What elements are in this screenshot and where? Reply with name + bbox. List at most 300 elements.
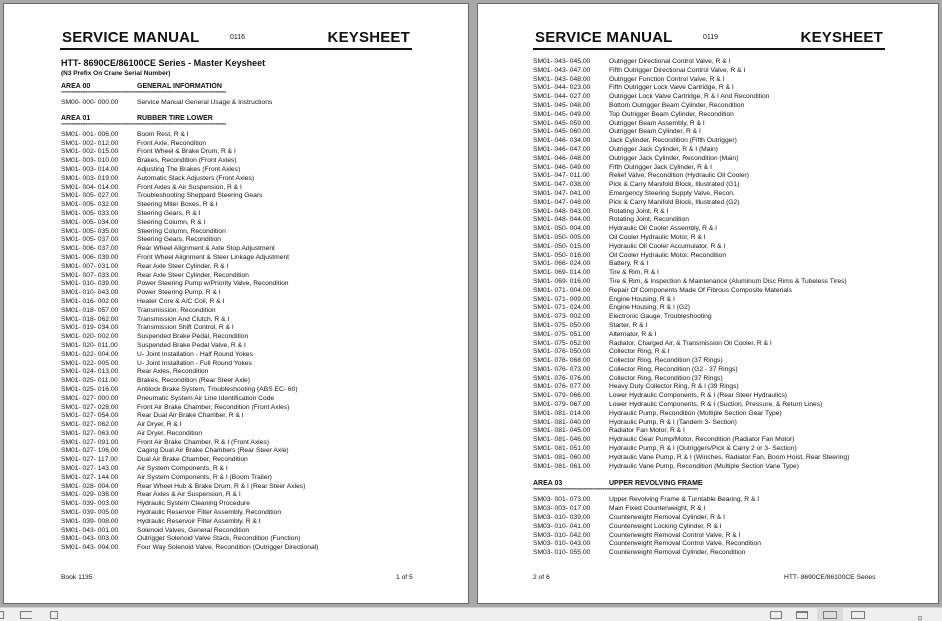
- section-code: SM01- 029- 036.00: [61, 491, 119, 499]
- keysheet-row: [533, 181, 885, 190]
- section-description: Counterweight Removal Control Valve, Recondition: [609, 540, 761, 548]
- section-description: Steering Miter Boxes, R & I: [137, 201, 218, 209]
- keysheet-row: [533, 164, 885, 173]
- single-page-view-icon[interactable]: [770, 611, 782, 619]
- area-label: AREA 01: [61, 114, 91, 122]
- section-description: Alternator, R & I: [609, 330, 657, 338]
- section-code: SM01- 043- 003.00: [61, 535, 119, 543]
- section-description: Fifth Outrigger Jack Cylinder, R & I: [609, 163, 712, 171]
- section-code: SM01- 081- 040.00: [533, 418, 591, 426]
- asterisk-divider: ***********************************************************************************************: [61, 122, 226, 129]
- keysheet-row: [61, 298, 412, 307]
- section-area-03: [533, 471, 885, 558]
- section-code: SM01- 020- 011.00: [61, 341, 118, 349]
- keysheet-row: [533, 76, 885, 85]
- keysheet-row: [533, 427, 885, 436]
- keysheet-row: [533, 278, 885, 287]
- footer-page-number: 2 of 6: [533, 574, 550, 581]
- fit-width-icon[interactable]: [20, 611, 32, 619]
- keysheet-row: [61, 228, 412, 237]
- keysheet-row: [533, 137, 885, 146]
- section-code: SM01- 027- 062.00: [61, 421, 119, 429]
- section-description: Collector Ring, Recondition (37 Rings): [609, 374, 723, 382]
- section-code: SM01- 027- 091.00: [61, 438, 119, 446]
- keysheet-row: [61, 263, 412, 272]
- keysheet-row: [61, 219, 412, 228]
- section-description: Caging Dual Air Brake Chambers (Rear Steer Axle): [137, 447, 289, 455]
- section-description: U- Joint Installation - Half Round Yokes: [137, 350, 253, 358]
- document-page-left: [3, 3, 469, 604]
- section-description: Rear Wheel Alignment & Axle Stop Adjustment: [137, 245, 275, 253]
- keysheet-row: [533, 225, 885, 234]
- doc-subtitle: (N3 Prefix On Crane Serial Number): [61, 70, 171, 77]
- keysheet-row: [61, 289, 412, 298]
- section-description: Hydraulic Vane Pump, Recondition (Multiple Section Vane Type): [609, 462, 799, 470]
- section-description: Fifth Outrigger Directional Control Valve, R & I: [609, 66, 746, 74]
- section-code: SM01- 001- 006.00: [61, 130, 119, 138]
- keysheet-row: [61, 140, 412, 149]
- section-description: Hydraulic Oil Cooler Accumulator, R & I: [609, 242, 726, 250]
- document-page-right: [477, 3, 939, 604]
- section-code: SM03- 003- 017.00: [533, 505, 591, 513]
- section-description: Troubleshooting Sheppard Steering Gears: [137, 192, 263, 200]
- section-description: Steering Gears, Recondition: [137, 236, 222, 244]
- keysheet-row: [533, 523, 885, 532]
- area-heading: [61, 82, 412, 91]
- section-code: SM01- 050- 015.00: [533, 242, 591, 250]
- section-code: SM01- 003- 010.00: [61, 157, 119, 165]
- section-code: SM01- 039- 008.00: [61, 517, 119, 525]
- keysheet-row: [533, 348, 885, 357]
- keysheet-row: [61, 254, 412, 263]
- keysheet-row: [533, 102, 885, 111]
- keysheet-row: [61, 509, 412, 518]
- section-code: SM03- 001- 073.00: [533, 496, 591, 504]
- footer-page-number: 1 of 5: [396, 574, 413, 581]
- section-description: Hydraulic Oil Cooler Assembly, R & I: [609, 225, 718, 233]
- keysheet-row: [61, 210, 412, 219]
- keysheet-row: [61, 236, 412, 245]
- keysheet-row: [61, 131, 412, 140]
- keysheet-row: [533, 287, 885, 296]
- keysheet-row: [61, 412, 412, 421]
- section-description: Air Dryer, Recondition: [137, 429, 203, 437]
- keysheet-row: [533, 199, 885, 208]
- section-code: SM01- 010- 043.00: [61, 289, 119, 297]
- section-description: Collector Ring, Recondition (37 Rings): [609, 357, 723, 365]
- keysheet-row: [533, 296, 885, 305]
- section-description: Boom Rest, R & I: [137, 130, 189, 138]
- section-code: SM01- 073- 002.00: [533, 313, 591, 321]
- keysheet-row: [533, 410, 885, 419]
- keysheet-row: [533, 304, 885, 313]
- keysheet-row: [61, 201, 412, 210]
- keysheet-row: [61, 99, 412, 108]
- section-code: SM01- 025- 016.00: [61, 385, 119, 393]
- section-code: SM01- 076- 077.00: [533, 383, 591, 391]
- header-page-code: 0119: [703, 34, 719, 41]
- section-code: SM01- 045- 048.00: [533, 101, 591, 109]
- area-heading: [533, 479, 885, 488]
- keysheet-row: [61, 483, 412, 492]
- section-code: SM01- 045- 060.00: [533, 128, 591, 136]
- keysheet-row: [533, 505, 885, 514]
- section-code: SM01- 043- 047.00: [533, 66, 591, 74]
- section-code: SM01- 050- 016.00: [533, 251, 591, 259]
- section-description: Front Wheel & Brake Drum, R & I: [137, 148, 236, 156]
- section-description: Suspended Brake Pedal Valve, R & I: [137, 341, 246, 349]
- section-code: SM01- 071- 004.00: [533, 286, 591, 294]
- section-description: Outrigger Beam Assembly, R & I: [609, 119, 705, 127]
- section-description: Counterweight Removal Cylinder, R & I: [609, 514, 725, 522]
- section-description: Lower Hydraulic Components, R & I (Suction, Pressure, & Return Lines): [609, 401, 823, 409]
- section-description: Pneumatic System Air Line Identification Code: [137, 394, 275, 402]
- keysheet-row: [533, 392, 885, 401]
- keysheet-row: [61, 456, 412, 465]
- section-code: SM01- 044- 027.00: [533, 93, 591, 101]
- section-description: Air Dryer, R & I: [137, 421, 182, 429]
- section-code: SM01- 027- 117.00: [61, 456, 118, 464]
- section-description: Tire & Rim, & Inspection & Maintenance (Aluminum Disc Rims & Tubeless Tires): [609, 277, 847, 285]
- section-description: Power Steering Pump w/Priority Valve, Recondition: [137, 280, 289, 288]
- section-description: Transmission And Clutch, R & I: [137, 315, 230, 323]
- keysheet-row: [61, 527, 412, 536]
- section-code: SM01- 025- 011.00: [61, 377, 118, 385]
- keysheet-row: [533, 496, 885, 505]
- area-label: AREA 03: [533, 480, 563, 488]
- section-code: SM01- 027- 054.00: [61, 412, 119, 420]
- keysheet-row: [61, 342, 412, 351]
- section-description: Front Air Brake Chamber, Recondition (Front Axles): [137, 403, 290, 411]
- section-description: Front Air Brake Chamber, R & I (Front Axles): [137, 438, 269, 446]
- doc-title: HTT- 8690CE/86100CE Series - Master Keysheet: [61, 58, 266, 68]
- section-description: Starter, R & I: [609, 321, 648, 329]
- keysheet-row: [533, 234, 885, 243]
- section-code: SM01- 044- 023.00: [533, 84, 591, 92]
- section-code: SM01- 047- 041.00: [533, 189, 591, 197]
- section-description: Battery, R & I: [609, 260, 649, 268]
- keysheet-row: [61, 368, 412, 377]
- section-code: SM01- 043- 048.00: [533, 75, 591, 83]
- keysheet-row: [61, 377, 412, 386]
- section-code: SM01- 027- 144.00: [61, 473, 119, 481]
- section-code: SM03- 010- 043.00: [533, 540, 591, 548]
- section-code: SM01- 027- 000.00: [61, 394, 119, 402]
- section-code: SM01- 016- 002.00: [61, 297, 119, 305]
- section-code: SM01- 022- 005.00: [61, 359, 119, 367]
- header-page-code: 0116: [230, 34, 246, 41]
- keysheet-row: [533, 67, 885, 76]
- collapse-icon[interactable]: [0, 611, 4, 619]
- keysheet-row: [533, 366, 885, 375]
- section-code: SM03- 010- 041.00: [533, 522, 591, 530]
- keysheet-row: [533, 190, 885, 199]
- section-code: SM01- 043- 001.00: [61, 526, 119, 534]
- section-code: SM01- 007- 033.00: [61, 271, 119, 279]
- keysheet-row: [61, 474, 412, 483]
- header-right-title: KEYSHEET: [327, 29, 410, 46]
- section-description: Heater Core & A/C Coil, R & I: [137, 297, 225, 305]
- section-description: Pick & Carry Manifold Block, Illustrated (G1): [609, 181, 740, 189]
- section-code: SM01- 075- 050.00: [533, 321, 591, 329]
- section-code: SM01- 047- 048.00: [533, 198, 591, 206]
- area-name: UPPER REVOLVING FRAME: [609, 480, 703, 488]
- section-description: Outrigger Jack Cylinder, R & I (Main): [609, 145, 718, 153]
- section-description: Collector Ring, R & I: [609, 348, 670, 356]
- section-code: SM01- 081- 060.00: [533, 453, 591, 461]
- keysheet-row: [533, 313, 885, 322]
- section-description: Air System Components, R & I: [137, 465, 228, 473]
- section-code: SM01- 003- 019.00: [61, 174, 119, 182]
- section-description: Collector Ring, Recondition (G2 - 37 Rings): [609, 365, 738, 373]
- keysheet-row: [61, 175, 412, 184]
- section-description: Front Axles & Air Suspension, R & I: [137, 183, 242, 191]
- section-code: SM01- 018- 062.00: [61, 315, 119, 323]
- keysheet-row: [61, 500, 412, 509]
- two-page-continuous-icon[interactable]: [851, 611, 865, 619]
- section-code: SM01- 022- 004.00: [61, 350, 119, 358]
- area-heading: [61, 114, 412, 123]
- section-description: Automatic Slack Adjusters (Front Axles): [137, 174, 255, 182]
- resize-grip-icon[interactable]: [918, 616, 922, 620]
- keysheet-row: [61, 491, 412, 500]
- section-code: SM01- 003- 014.00: [61, 165, 119, 173]
- section-description: Top Outrigger Beam Cylinder, Recondition: [609, 110, 734, 118]
- section-code: SM01- 024- 013.00: [61, 368, 119, 376]
- keysheet-row: [61, 157, 412, 166]
- two-page-view-icon[interactable]: [823, 611, 837, 619]
- section-description: Rotating Joint, R & I: [609, 207, 669, 215]
- section-description: Hydraulic Pump, Recondition (Multiple Section Gear Type): [609, 409, 782, 417]
- section-code: SM01- 010- 039.00: [61, 280, 119, 288]
- section-description: Rear Axles & Air Suspension, R & I: [137, 491, 241, 499]
- keysheet-row: [533, 549, 885, 558]
- section-code: SM01- 081- 051.00: [533, 445, 591, 453]
- footer-left: Book 1135: [61, 574, 93, 581]
- section-description: Relief Valve, Recondition (Hydraulic Oil Cooler): [609, 172, 749, 180]
- keysheet-row: [533, 375, 885, 384]
- section-description: Solenoid Valves, General Recondition: [137, 526, 250, 534]
- keysheet-row: [533, 260, 885, 269]
- keysheet-row: [61, 307, 412, 316]
- section-description: Outrigger Solenoid Valve Stack, Recondition (Function): [137, 535, 301, 543]
- section-description: Brakes, Recondition (Front Axles): [137, 157, 237, 165]
- keysheet-row: [533, 58, 885, 67]
- continuous-view-icon[interactable]: [796, 611, 808, 619]
- keysheet-row: [61, 395, 412, 404]
- section-code: SM01- 005- 037.00: [61, 236, 119, 244]
- section-code: SM01- 066- 024.00: [533, 260, 591, 268]
- section-code: SM01- 071- 009.00: [533, 295, 591, 303]
- section-description: Antilock Brake System, Troubleshooting (ABS EC- 60): [137, 385, 298, 393]
- keysheet-row: [61, 192, 412, 201]
- section-code: SM01- 002- 012.00: [61, 139, 119, 147]
- keysheet-row: [61, 439, 412, 448]
- asterisk-divider: ***********************************************************************************************: [533, 488, 698, 495]
- section-description: Radiator, Charged Air, & Transmission Oil Cooler, R & I: [609, 339, 772, 347]
- section-description: Front Axle, Recondition: [137, 139, 207, 147]
- section-code: SM01- 047- 011.00: [533, 172, 590, 180]
- section-description: U- Joint Installation - Full Round Yokes: [137, 359, 252, 367]
- section-code: SM01- 043- 004.00: [61, 544, 119, 552]
- keysheet-row: [533, 146, 885, 155]
- section-code: SM01- 027- 143.00: [61, 465, 119, 473]
- section-code: SM01- 046- 048.00: [533, 154, 591, 162]
- keysheet-row: [533, 514, 885, 523]
- section-code: SM01- 079- 066.00: [533, 392, 591, 400]
- section-description: Tire & Rim, R & I: [609, 269, 659, 277]
- keysheet-row: [61, 421, 412, 430]
- section-description: Heavy Duty Collector Ring, R & I (39 Rings): [609, 383, 739, 391]
- section-code: SM01- 007- 031.00: [61, 262, 119, 270]
- keysheet-row: [533, 208, 885, 217]
- section-description: Jack Cylinder, Recondition (Fifth Outrigger): [609, 137, 737, 145]
- section-description: Steering Column, R & I: [137, 218, 206, 226]
- section-description: Suspended Brake Pedal, Recondition: [137, 333, 249, 341]
- section-code: SM01- 005- 034.00: [61, 218, 119, 226]
- keysheet-row: [533, 436, 885, 445]
- section-code: SM01- 050- 005.00: [533, 233, 591, 241]
- header-title: SERVICE MANUAL: [62, 29, 200, 46]
- keysheet-row: [61, 465, 412, 474]
- keysheet-row: [533, 216, 885, 225]
- keysheet-row: [533, 155, 885, 164]
- section-description: Hydraulic Reservoir Filter Assembly, Recondition: [137, 509, 282, 517]
- section-description: Fifth Outrigger Lock Valve Cartridge, R & I: [609, 84, 734, 92]
- keysheet-row: [61, 360, 412, 369]
- keysheet-row: [533, 111, 885, 120]
- section-code: SM01- 027- 063.00: [61, 429, 119, 437]
- keysheet-row: [61, 324, 412, 333]
- section-code: SM01- 081- 014.00: [533, 409, 591, 417]
- section-description: Bottom Outrigger Beam Cylinder, Recondition: [609, 101, 745, 109]
- keysheet-row: [61, 404, 412, 413]
- section-description: Adjusting The Brakes (Front Axles): [137, 165, 241, 173]
- section-code: SM01- 006- 039.00: [61, 253, 119, 261]
- section-code: SM01- 081- 046.00: [533, 436, 591, 444]
- section-code: SM01- 005- 027.00: [61, 192, 119, 200]
- single-page-icon[interactable]: [50, 611, 58, 619]
- sections: [61, 82, 412, 553]
- section-description: Upper Revolving Frame & Turntable Bearing, R & I: [609, 496, 760, 504]
- section-description: Outrigger Jack Cylinder, Recondition (Main): [609, 154, 739, 162]
- section-code: SM03- 010- 039.00: [533, 514, 591, 522]
- section-description: Radiator Fan Motor, R & I: [609, 427, 685, 435]
- section-description: Lower Hydraulic Components, R & I (Rear Steer Hydraulics): [609, 392, 788, 400]
- section-description: Rotating Joint, Recondition: [609, 216, 689, 224]
- section-description: Oil Cooler Hydraulic Motor, Recondition: [609, 251, 727, 259]
- section-description: Front Wheel Alignment & Steer Linkage Adjustment: [137, 253, 290, 261]
- section-description: Hydraulic Vane Pump, R & I (Winches, Radiator Fan, Boom Hoist, Rear Steering): [609, 453, 850, 461]
- section-description: Hydraulic Reservoir Filter Assembly, R & I: [137, 517, 261, 525]
- keysheet-row: [533, 269, 885, 278]
- section-description: Repair Of Components Made Of Fibrous Composite Materials: [609, 286, 792, 294]
- keysheet-row: [61, 333, 412, 342]
- section-description: Outrigger Function Control Valve, R & I: [609, 75, 725, 83]
- section-code: SM03- 010- 055.00: [533, 549, 591, 557]
- section-description: Counterweight Locking Cylinder, R & I: [609, 522, 722, 530]
- keysheet-row: [533, 172, 885, 181]
- keysheet-row: [533, 120, 885, 129]
- keysheet-row: [61, 184, 412, 193]
- section-description: Main Fixed Counterweight, R & I: [609, 505, 706, 513]
- area-name: GENERAL INFORMATION: [137, 83, 222, 90]
- keysheet-row: [61, 280, 412, 289]
- section-code: SM01- 004- 014.00: [61, 183, 119, 191]
- section-description: Electronic Gauge, Troubleshooting: [609, 313, 712, 321]
- section-code: SM01- 076- 073.00: [533, 365, 591, 373]
- page-header: [533, 28, 885, 50]
- section-code: SM01- 046- 049.00: [533, 163, 591, 171]
- section-description: Dual Air Brake Chamber, Recondition: [137, 456, 248, 464]
- section-code: SM01- 075- 051.00: [533, 330, 591, 338]
- section-code: SM01- 027- 028.00: [61, 403, 119, 411]
- keysheet-row: [533, 445, 885, 454]
- keysheet-row: [533, 84, 885, 93]
- section-code: SM00- 000- 000.00: [61, 99, 119, 106]
- keysheet-row: [533, 419, 885, 428]
- keysheet-row: [533, 128, 885, 137]
- section-code: SM01- 043- 045.00: [533, 58, 591, 65]
- keysheet-row: [61, 544, 412, 553]
- footer-series: HTT- 8690CE/86100CE Series: [784, 574, 876, 581]
- section-description: Air System Components, R & I (Boom Trailer): [137, 473, 272, 481]
- section-description: Rear Axles, Recondition: [137, 368, 209, 376]
- keysheet-row: [533, 454, 885, 463]
- keysheet-row: [61, 148, 412, 157]
- keysheet-row: [533, 93, 885, 102]
- section-description: Rear Axle Steer Cylinder, R & I: [137, 262, 229, 270]
- keysheet-row: [61, 518, 412, 527]
- keysheet-row: [533, 357, 885, 366]
- section-description: Rear Axle Steer Cylinder, Recondition: [137, 271, 249, 279]
- section-code: SM01- 075- 052.00: [533, 339, 591, 347]
- section-code: SM01- 069- 014.00: [533, 269, 591, 277]
- section-code: SM01- 006- 037.00: [61, 245, 119, 253]
- section-code: SM01- 005- 033.00: [61, 209, 119, 217]
- keysheet-row: [533, 340, 885, 349]
- section-code: SM01- 076- 068.00: [533, 357, 591, 365]
- section-description: Pick & Carry Manifold Block, Illustrated (G2): [609, 198, 740, 206]
- section-code: SM01- 046- 047.00: [533, 145, 591, 153]
- section-description: Hydraulic Pump, R & I (Tandem 3- Section): [609, 418, 737, 426]
- section-description: Hydraulic Gear Pump/Motor, Recondition (Radiator Fan Motor): [609, 436, 795, 444]
- section-code: SM01- 005- 032.00: [61, 201, 119, 209]
- section-description: Rear Wheel Hub & Brake Drum, R & I (Rear Steer Axles): [137, 482, 306, 490]
- keysheet-row: [61, 447, 412, 456]
- keysheet-row: [61, 166, 412, 175]
- section-description: Rear Dual Air Brake Chamber, R & I: [137, 412, 244, 420]
- keysheet-row: [533, 540, 885, 549]
- section-code: SM01- 005- 035.00: [61, 227, 119, 235]
- section-code: SM01- 046- 034.00: [533, 137, 591, 145]
- section-code: SM01- 028- 004.00: [61, 482, 119, 490]
- page-body: [533, 58, 885, 558]
- page-header: [60, 28, 412, 50]
- section-description: Engine Housing, R & I (G2): [609, 304, 691, 312]
- section-description: Counterweight Removal Control Valve, R & I: [609, 531, 741, 539]
- status-bar: [0, 607, 942, 621]
- section-code: SM01- 081- 061.00: [533, 462, 591, 470]
- section-code: SM01- 069- 016.00: [533, 277, 591, 285]
- section-description: Engine Housing, R & I: [609, 295, 675, 303]
- keysheet-row: [61, 386, 412, 395]
- section-code: SM01- 081- 045.00: [533, 427, 591, 435]
- keysheet-row: [533, 252, 885, 261]
- section-code: SM01- 045- 059.00: [533, 119, 591, 127]
- keysheet-row: [533, 401, 885, 410]
- section-description: Steering Column, Recondition: [137, 227, 226, 235]
